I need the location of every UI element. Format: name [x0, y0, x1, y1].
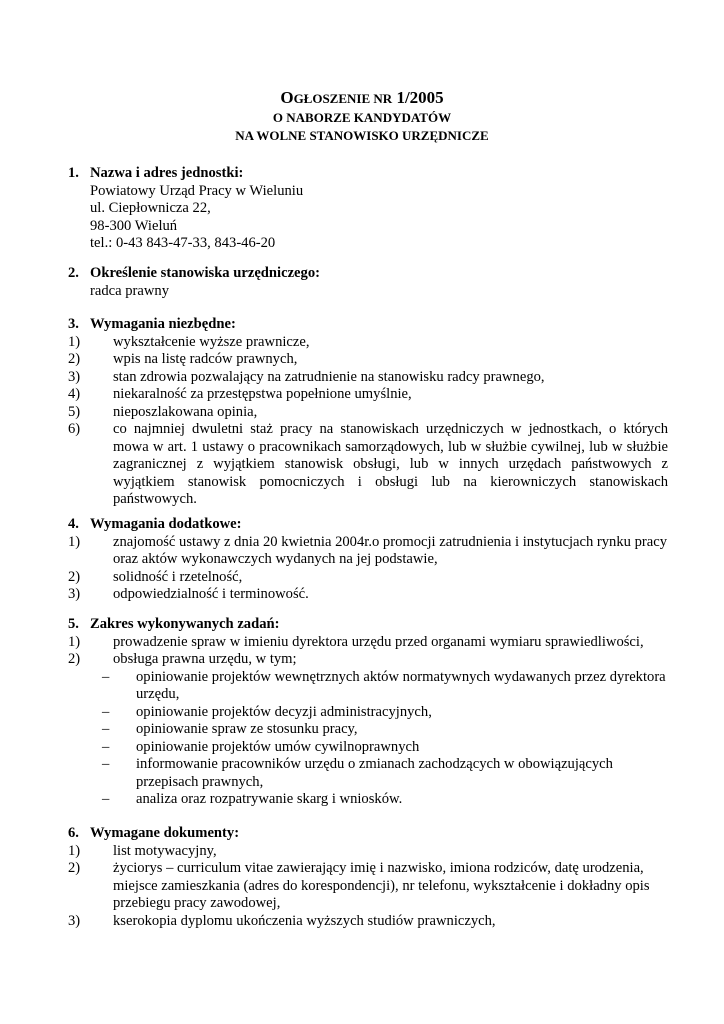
list-item: 6) co najmniej dwuletni staż pracy na stanowiskach urzędniczych w jednostkach, o których mowa w art. 1 ustawy o pracownikach samorządowych, lub w służbie cywilnej, lub w służbie zagranicznej z wyjątkiem stanowisk obsługi, lub w innych urzędach państwowych z wyjątkiem stanowisk pomocniczych i obsługi lub na kierowniczych stanowiskach państwowych. [68, 421, 668, 507]
list-item: 2) solidność i rzetelność, [68, 568, 243, 585]
section-heading: Nazwa i adres jednostki: [90, 165, 244, 181]
list-item: 1) wykształcenie wyższe prawnicze, [68, 333, 310, 350]
section-heading: Wymagania dodatkowe: [90, 516, 242, 532]
sub-list-item: – opiniowanie projektów wewnętrznych aktów normatywnych wydawanych przez dyrektora urzędu, [102, 668, 666, 702]
announcement-position: NA WOLNE STANOWISKO URZĘDNICZE [235, 128, 489, 143]
section-number: 5. [68, 616, 79, 632]
section-documents [68, 825, 668, 930]
address-line: tel.: 0-43 843-47-33, 843-46-20 [90, 235, 276, 251]
section-number: 4. [68, 516, 79, 532]
sub-list-item: – informowanie pracowników urzędu o zmianach zachodzących w obowiązujących przepisach prawnych, [102, 756, 613, 790]
sub-list-item: – opiniowanie projektów umów cywilnoprawnych [102, 738, 420, 755]
list-item: 1) prowadzenie spraw w imieniu dyrektora urzędu przed organami wymiaru sprawiedliwości, [68, 633, 644, 650]
address-line: Powiatowy Urząd Pracy w Wieluniu [90, 182, 304, 199]
section-additional [68, 516, 668, 604]
list-item: 4) niekaralność za przestępstwa popełnione umyślnie, [68, 386, 412, 402]
section-unit-name [68, 165, 668, 253]
list-item: 1) list motywacyjny, [68, 842, 217, 859]
list-item: 3) odpowiedzialność i terminowość. [68, 586, 309, 602]
address-line: ul. Ciepłownicza 22, [90, 200, 211, 216]
list-item: 2) życiorys – curriculum vitae zawierający imię i nazwisko, imiona rodziców, datę urodzenia, miejsce zamieszkania (adres do korespondencji), nr telefonu, wykształcenie i dokładny opis przebiegu pracy zawodowej, [68, 860, 650, 911]
sub-list-item: – opiniowanie projektów decyzji administracyjnych, [102, 703, 432, 720]
sub-list-item: – opiniowanie spraw ze stosunku pracy, [102, 721, 358, 737]
section-number: 1. [68, 165, 79, 181]
section-heading: Wymagane dokumenty: [90, 825, 240, 841]
announcement-subtitle: O NABORZE KANDYDATÓW [272, 110, 452, 125]
sub-list-item: – analiza oraz rozpatrywanie skarg i wniosków. [102, 791, 403, 807]
address-line: 98-300 Wieluń [90, 217, 178, 234]
list-item: 2) obsługa prawna urzędu, w tym; [68, 651, 297, 667]
list-item: 5) nieposzlakowana opinia, [68, 403, 258, 420]
section-heading: Zakres wykonywanych zadań: [90, 616, 280, 632]
list-item: 3) kserokopia dyplomu ukończenia wyższych studiów prawniczych, [68, 912, 496, 929]
list-item: 3) stan zdrowia pozwalający na zatrudnienie na stanowisku radcy prawnego, [68, 368, 545, 385]
section-position [68, 265, 668, 300]
section-number: 3. [68, 316, 79, 332]
section-heading: Określenie stanowiska urzędniczego: [90, 265, 320, 281]
section-number: 6. [68, 825, 79, 841]
list-item: 2) wpis na listę radców prawnych, [68, 351, 298, 367]
section-number: 2. [68, 265, 79, 281]
position-value: radca prawny [90, 282, 170, 299]
list-item: 1) znajomość ustawy z dnia 20 kwietnia 2004r.o promocji zatrudnienia i instytucjach rynku pracy oraz aktów wykonawczych wydanych na jej podstawie, [68, 533, 668, 567]
section-tasks [68, 616, 668, 809]
announcement-title: OGŁOSZENIE NR 1/2005 [280, 88, 444, 107]
section-heading: Wymagania niezbędne: [90, 316, 236, 332]
section-required [68, 316, 668, 509]
